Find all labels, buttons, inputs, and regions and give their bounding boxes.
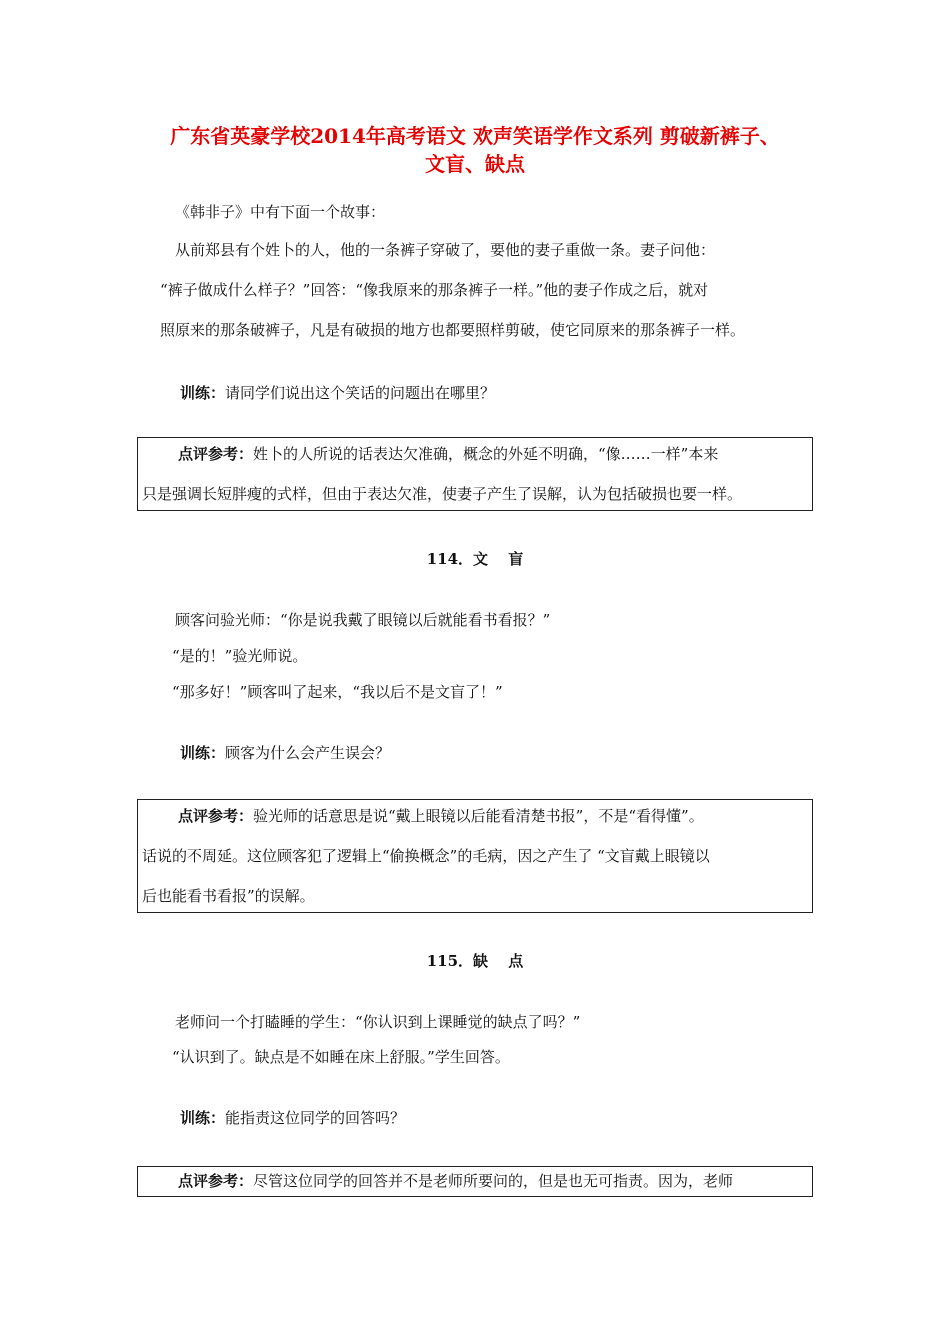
comment-text: 验光师的话意思是说“戴上眼镜以后能看清楚书报”，不是“看得懂”。 xyxy=(253,807,704,825)
story1-comment-line-2: 只是强调长短胖瘦的式样，但由于表达欠准，使妻子产生了误解，认为包括破损也要一样。 xyxy=(142,485,743,503)
document-title xyxy=(100,122,850,178)
comment-label: 点评参考： xyxy=(178,1172,254,1190)
story2-line-2: “是的！”验光师说。 xyxy=(172,647,308,665)
story3-line-2: “认识到了。缺点是不如睡在床上舒服。”学生回答。 xyxy=(172,1048,510,1066)
story1-intro: 《韩非子》中有下面一个故事： xyxy=(175,203,386,221)
story3-training xyxy=(180,1108,856,1128)
story2-comment-line-3: 后也能看书看报”的误解。 xyxy=(142,887,315,905)
training-label: 训练： xyxy=(180,384,226,402)
story3-comment-box xyxy=(137,1166,813,1197)
story2-comment-box xyxy=(137,799,813,913)
story1-line-2: “裤子做成什么样子？”回答：“像我原来的那条裤子一样。”他的妻子作成之后，就对 xyxy=(160,281,709,299)
story1-training xyxy=(180,383,856,403)
story1-comment-box xyxy=(137,437,813,511)
story2-comment-line-1 xyxy=(178,806,808,826)
story2-line-3: “那多好！”顾客叫了起来，“我以后不是文盲了！” xyxy=(172,683,503,701)
story3-line-1: 老师问一个打瞌睡的学生：“你认识到上课睡觉的缺点了吗？” xyxy=(175,1013,581,1031)
story3-comment-line-1 xyxy=(178,1171,808,1191)
title-line-2: 文盲、缺点 xyxy=(425,152,525,176)
comment-label: 点评参考： xyxy=(178,445,254,463)
story1-line-1: 从前郑县有个姓卜的人，他的一条裤子穿破了，要他的妻子重做一条。妻子问他： xyxy=(175,241,716,259)
comment-text: 尽管这位同学的回答并不是老师所要问的，但是也无可指责。因为，老师 xyxy=(253,1172,734,1190)
training-label: 训练： xyxy=(180,744,226,762)
story1-comment-line-1 xyxy=(178,444,808,464)
story1-line-3: 照原来的那条破裤子，凡是有破损的地方也都要照样剪破，使它同原来的那条裤子一样。 xyxy=(160,321,746,339)
comment-label: 点评参考： xyxy=(178,807,254,825)
title-line-1: 广东省英豪学校2014年高考语文 欢声笑语学作文系列 剪破新裤子、 xyxy=(170,124,780,148)
training-text: 能指责这位同学的回答吗？ xyxy=(225,1109,406,1127)
training-text: 顾客为什么会产生误会？ xyxy=(225,744,391,762)
section-heading-114: 114．文 盲 xyxy=(426,550,524,568)
training-label: 训练： xyxy=(180,1109,226,1127)
training-text: 请同学们说出这个笑话的问题出在哪里？ xyxy=(225,384,496,402)
story2-training xyxy=(180,743,856,763)
comment-text: 姓卜的人所说的话表达欠准确，概念的外延不明确，“像……一样”本来 xyxy=(253,445,719,463)
story2-line-1: 顾客问验光师：“你是说我戴了眼镜以后就能看书看报？” xyxy=(175,611,551,629)
section-heading-115: 115．缺 点 xyxy=(426,952,524,970)
story2-comment-line-2: 话说的不周延。这位顾客犯了逻辑上“偷换概念”的毛病，因之产生了 “文盲戴上眼镜以 xyxy=(142,847,710,865)
